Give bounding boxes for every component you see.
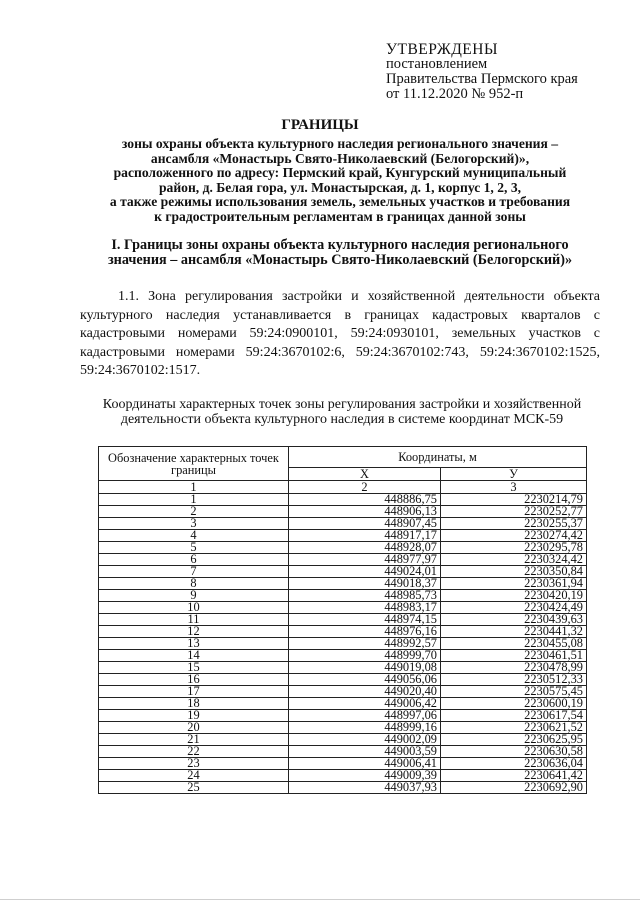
point-cell: 4 [99, 530, 289, 542]
table-row [99, 530, 587, 542]
y-cell: 2230461,51 [441, 650, 587, 662]
point-cell: 19 [99, 710, 289, 722]
table-row [99, 638, 587, 650]
y-cell: 2230324,42 [441, 554, 587, 566]
point-cell: 14 [99, 650, 289, 662]
point-cell: 23 [99, 758, 289, 770]
x-cell: 448985,73 [289, 590, 441, 602]
x-cell: 449009,39 [289, 770, 441, 782]
x-cell: 449018,37 [289, 578, 441, 590]
coordinates-table [98, 446, 587, 794]
y-cell: 2230361,94 [441, 578, 587, 590]
document-title: ГРАНИЦЫ [281, 117, 359, 133]
y-cell: 2230255,37 [441, 518, 587, 530]
subtitle-line: зоны охраны объекта культурного наследия регионального значения – [121, 136, 559, 151]
point-cell: 6 [99, 554, 289, 566]
table-row [99, 626, 587, 638]
table-row [99, 566, 587, 578]
y-cell: 2230621,52 [441, 722, 587, 734]
x-cell: 448974,15 [289, 614, 441, 626]
header-coordinates: Координаты, м [289, 447, 587, 468]
point-cell: 18 [99, 698, 289, 710]
y-cell: 2230617,54 [441, 710, 587, 722]
y-cell: 2230214,79 [441, 494, 587, 506]
point-cell: 24 [99, 770, 289, 782]
x-cell: 448907,45 [289, 518, 441, 530]
x-cell: 448886,75 [289, 494, 441, 506]
point-cell: 15 [99, 662, 289, 674]
y-cell: 2230600,19 [441, 698, 587, 710]
x-cell: 449019,08 [289, 662, 441, 674]
subtitle-line: а также режимы использования земель, земельных участков и требования [109, 194, 571, 210]
section-heading [70, 238, 610, 268]
section-heading-line: значения – ансамбля «Монастырь Свято-Николаевский (Белогорский)» [107, 252, 573, 268]
x-cell: 448999,16 [289, 722, 441, 734]
x-cell: 449003,59 [289, 746, 441, 758]
table-row [99, 602, 587, 614]
point-cell: 2 [99, 506, 289, 518]
point-cell: 7 [99, 566, 289, 578]
y-cell: 2230630,58 [441, 746, 587, 758]
column-number: 2 [289, 481, 441, 494]
document-subtitle [70, 137, 610, 225]
x-cell: 448992,57 [289, 638, 441, 650]
scan-artifact-line [0, 899, 640, 900]
y-cell: 2230692,90 [441, 782, 587, 794]
point-cell: 17 [99, 686, 289, 698]
x-cell: 448917,17 [289, 530, 441, 542]
table-row [99, 782, 587, 794]
table-row [99, 590, 587, 602]
subtitle-line: район, д. Белая гора, ул. Монастырская, д. 1, корпус 1, 2, 3, [158, 179, 522, 195]
header-y: У [441, 468, 587, 481]
paragraph-text: 1.1. Зона регулирования застройки и хозяйственной деятельности объекта культурного наследия устанавливается в границах кадастровых кварталов с кадастровыми номерами 59:24:0900101, 59:24:0930101, земельных участков с кадастровыми номерами 59:24:3670102:6, 59:24:3670102:743, 59:24:3670102:1525, 59:24:3670102:1517. [80, 289, 600, 378]
table-row [99, 518, 587, 530]
y-cell: 2230625,95 [441, 734, 587, 746]
table-caption [78, 398, 606, 427]
table-row [99, 746, 587, 758]
point-cell: 16 [99, 674, 289, 686]
x-cell: 449002,09 [289, 734, 441, 746]
table-row [99, 674, 587, 686]
x-cell: 448999,70 [289, 650, 441, 662]
table-row [99, 614, 587, 626]
point-cell: 12 [99, 626, 289, 638]
x-cell: 449037,93 [289, 782, 441, 794]
table-row [99, 710, 587, 722]
point-cell: 22 [99, 746, 289, 758]
y-cell: 2230641,42 [441, 770, 587, 782]
header-x: Х [289, 468, 441, 481]
y-cell: 2230478,99 [441, 662, 587, 674]
x-cell: 448997,06 [289, 710, 441, 722]
x-cell: 448928,07 [289, 542, 441, 554]
x-cell: 449056,06 [289, 674, 441, 686]
column-number: 1 [99, 481, 289, 494]
table-row [99, 698, 587, 710]
point-cell: 11 [99, 614, 289, 626]
y-cell: 2230420,19 [441, 590, 587, 602]
caption-line: деятельности объекта культурного наследия в системе координат МСК-59 [120, 411, 564, 427]
y-cell: 2230439,63 [441, 614, 587, 626]
x-cell: 449020,40 [289, 686, 441, 698]
subtitle-line: расположенного по адресу: Пермский край, Кунгурский муниципальный [113, 165, 567, 181]
subtitle-line: к градостроительным регламентам в границах данной зоны [154, 208, 526, 224]
y-cell: 2230350,84 [441, 566, 587, 578]
y-cell: 2230575,45 [441, 686, 587, 698]
y-cell: 2230455,08 [441, 638, 587, 650]
caption-line: Координаты характерных точек зоны регулирования застройки и хозяйственной [102, 397, 582, 412]
approval-line: от 11.12.2020 № 952-п [386, 86, 524, 102]
y-cell: 2230512,33 [441, 674, 587, 686]
point-cell: 20 [99, 722, 289, 734]
y-cell: 2230252,77 [441, 506, 587, 518]
point-cell: 1 [99, 494, 289, 506]
table-row [99, 578, 587, 590]
x-cell: 449024,01 [289, 566, 441, 578]
column-number: 3 [441, 481, 587, 494]
coordinates-table-body [99, 494, 587, 794]
point-cell: 25 [99, 782, 289, 794]
table-row [99, 662, 587, 674]
table-row [99, 542, 587, 554]
table-row [99, 758, 587, 770]
table-row [99, 734, 587, 746]
x-cell: 448983,17 [289, 602, 441, 614]
y-cell: 2230274,42 [441, 530, 587, 542]
table-row [99, 494, 587, 506]
approval-line: Правительства Пермского края [386, 71, 578, 87]
table-row [99, 770, 587, 782]
y-cell: 2230441,32 [441, 626, 587, 638]
subtitle-line: ансамбля «Монастырь Свято-Николаевский (Белогорский)», [150, 150, 530, 166]
header-points: Обозначение характерных точек границы [99, 447, 289, 481]
point-cell: 3 [99, 518, 289, 530]
table-row [99, 722, 587, 734]
y-cell: 2230424,49 [441, 602, 587, 614]
x-cell: 448977,97 [289, 554, 441, 566]
table-row [99, 686, 587, 698]
x-cell: 448906,13 [289, 506, 441, 518]
table-row [99, 650, 587, 662]
approval-stamp [386, 42, 578, 102]
y-cell: 2230295,78 [441, 542, 587, 554]
point-cell: 13 [99, 638, 289, 650]
x-cell: 449006,42 [289, 698, 441, 710]
approval-heading: УТВЕРЖДЕНЫ [386, 41, 498, 58]
approval-line: постановлением [386, 56, 488, 72]
point-cell: 5 [99, 542, 289, 554]
x-cell: 448976,16 [289, 626, 441, 638]
point-cell: 9 [99, 590, 289, 602]
y-cell: 2230636,04 [441, 758, 587, 770]
paragraph-1-1 [80, 288, 600, 381]
x-cell: 449006,41 [289, 758, 441, 770]
point-cell: 21 [99, 734, 289, 746]
table-row [99, 554, 587, 566]
point-cell: 10 [99, 602, 289, 614]
table-row [99, 506, 587, 518]
point-cell: 8 [99, 578, 289, 590]
section-heading-line: I. Границы зоны охраны объекта культурного наследия регионального [111, 237, 569, 253]
